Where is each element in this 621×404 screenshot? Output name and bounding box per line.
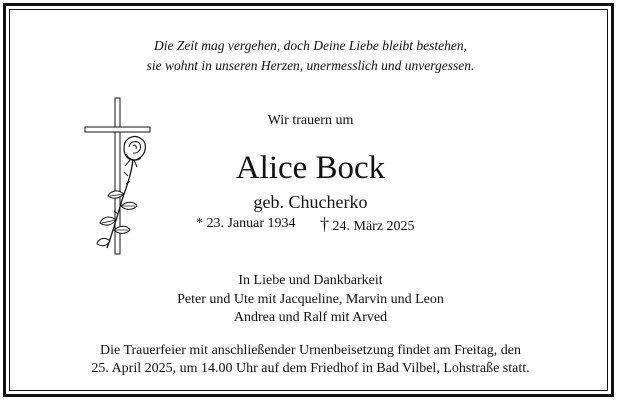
funeral-notice-line-2: 25. April 2025, um 14.00 Uhr auf dem Friedhof in Bad Vilbel, Lohstraße statt. xyxy=(91,361,530,376)
family-line-2: Peter und Ute mit Jacqueline, Marvin und Leon xyxy=(177,291,444,307)
dagger-icon: † xyxy=(320,214,329,234)
death-date-group xyxy=(320,214,415,237)
birth-date: * 23. Januar 1934 xyxy=(196,216,296,231)
memorial-verse xyxy=(0,36,621,76)
verse-line-2: sie wohnt in unseren Herzen, unermesslich und unvergessen. xyxy=(146,58,475,73)
intro-text: Wir trauern um xyxy=(267,113,354,128)
death-date: 24. März 2025 xyxy=(332,219,415,234)
funeral-notice xyxy=(0,342,621,378)
family-signature xyxy=(0,272,621,328)
funeral-notice-line-1: Die Trauerfeier mit anschließender Urnenbeisetzung findet am Freitag, den xyxy=(99,343,522,358)
family-line-1: In Liebe und Dankbarkeit xyxy=(238,273,383,288)
maiden-name: geb. Chucherko xyxy=(253,192,368,212)
verse-line-1: Die Zeit mag vergehen, doch Deine Liebe bleibt bestehen, xyxy=(154,38,467,53)
family-line-3: Andrea und Ralf mit Arved xyxy=(233,310,388,325)
deceased-name: Alice Bock xyxy=(235,150,386,186)
